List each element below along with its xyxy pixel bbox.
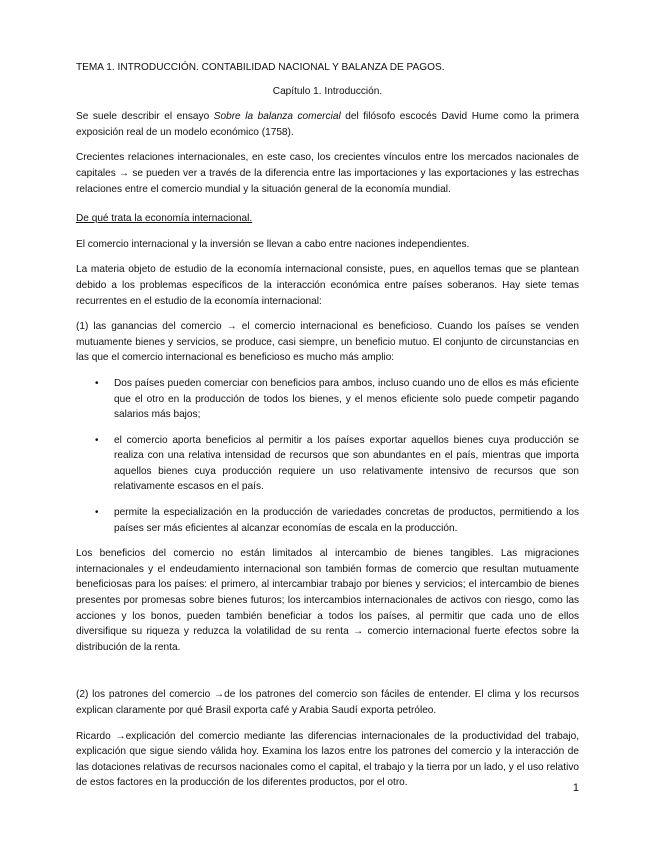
relations-paragraph: Crecientes relaciones internacionales, en este caso, los crecientes vínculos entre los mercados nacionales de capitales → se pueden ver a través de la diferencia entre las importaciones y las exportaciones y las estrechas relaciones entre el comercio mundial y la situación general de la economía mundial.: [76, 152, 579, 195]
list-item: [76, 376, 579, 423]
section-spacer: [76, 665, 579, 687]
gains-bullet-list: [76, 376, 579, 536]
intro-text-after: del filósofo escocés David Hume como la primera exposición real de un modelo económico (1758).: [76, 111, 579, 138]
ricardo-paragraph: Ricardo →explicación del comercio mediante las diferencias internacionales de la productividad del trabajo, explicación que sigue siendo válida hoy. Examina los lazos entre los patrones del comercio y la interacción de las dotaciones relativas de recursos nacionales como el capital, el trabajo y la tierra por un lado, y el uso relativo de estos factores en la producción de los diferentes productos, por el otro.: [76, 730, 579, 789]
list-item-text: el comercio aporta beneficios al permitir a los países exportar aquellos bienes cuya producción se realiza con una relativa intensidad de recursos que son abundantes en el país, mientras que importa aquellos bienes cuya producción requiere un uso relativamente intensivo de recursos que son relativamente escasos en el país.: [114, 434, 579, 493]
chapter-heading: Capítulo 1. Introducción.: [272, 85, 383, 97]
trade-paragraph: El comercio internacional y la inversión se llevan a cabo entre naciones independientes.: [76, 238, 470, 250]
list-item: [76, 433, 579, 495]
section-heading: De qué trata la economía internacional.: [76, 213, 253, 225]
list-item-text: Dos países pueden comerciar con beneficios para ambos, incluso cuando uno de ellos es más eficiente que el otro en la producción de todos los bienes, y el menos eficiente solo puede competir pagando salarios más bajos;: [114, 377, 579, 421]
list-item: [76, 505, 579, 536]
bullet-icon: •: [95, 377, 99, 389]
bullet-icon: •: [95, 507, 99, 519]
intro-text-before: Se suele describir el ensayo: [76, 111, 214, 123]
patterns-paragraph: (2) los patrones del comercio →de los patrones del comercio son fáciles de entender. El clima y los recursos explican claramente por qué Brasil exporta café y Arabia Saudí exporta petróleo.: [76, 689, 579, 716]
benefits-paragraph: Los beneficios del comercio no están limitados al intercambio de bienes tangibles. Las migraciones internacionales y el endeudamiento internacional son también formas de comercio que resultan mutuamente beneficiosas para los países: el primero, al intercambiar trabajo por bienes y servicios; el intercambio de bienes presentes por promesas sobre bienes futuros; los intercambios internacionales de activos con riesgo, como las acciones y los bonos, pueden también beneficiar a todos los países, al permitir que cada uno de ellos diversifique su riqueza y reduzca la volatilidad de su renta → comercio internacional fuerte efectos sobre la distribución de la renta.: [76, 548, 579, 653]
gains-paragraph: (1) las ganancias del comercio → el comercio internacional es beneficioso. Cuando los países se venden mutuamente bienes y servicios, se produce, casi siempre, un beneficio mutuo. El conjunto de circunstancias en las que el comercio internacional es beneficioso es mucho más amplio:: [76, 321, 579, 364]
bullet-icon: •: [95, 434, 99, 446]
document-title: TEMA 1. INTRODUCCIÓN. CONTABILIDAD NACIONAL Y BALANZA DE PAGOS.: [76, 62, 445, 73]
page-number: 1: [572, 782, 579, 794]
subject-paragraph: La materia objeto de estudio de la economía internacional consiste, pues, en aquellos temas que se plantean debido a los problemas específicos de la interacción económica entre países soberanos. Hay siete temas recurrentes en el estudio de la economía internacional:: [76, 264, 579, 307]
intro-paragraph: [76, 109, 579, 140]
list-item-text: permite la especialización en la producción de variedades concretas de productos, permitiendo a los países ser más eficientes al alcanzar economías de escala en la producción.: [114, 507, 579, 534]
essay-title: Sobre la balanza comercial: [213, 111, 341, 123]
